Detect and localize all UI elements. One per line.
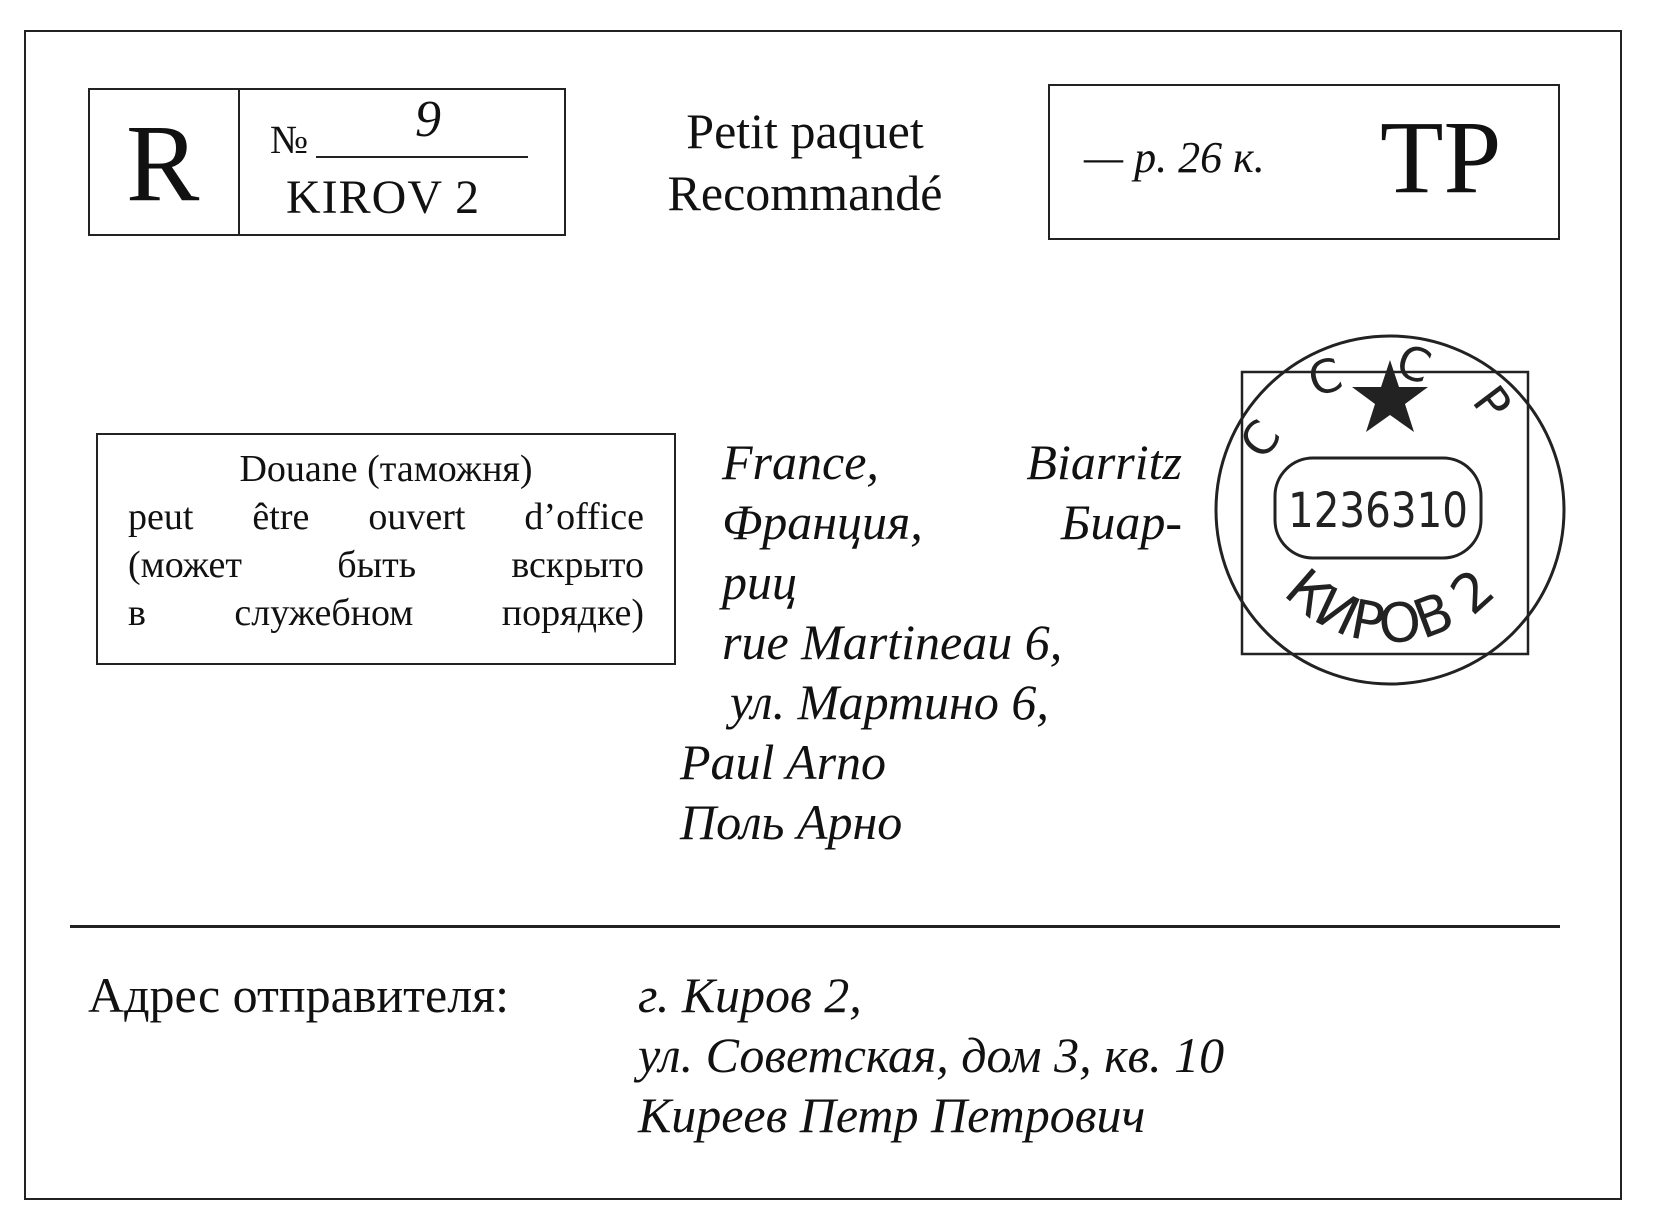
office-name: KIROV 2 (286, 171, 481, 224)
postmark-stamp (1200, 320, 1580, 700)
postage-box (1048, 84, 1560, 240)
registration-divider (238, 90, 240, 234)
recipient-line: ул. Мартино 6, (730, 674, 1049, 730)
item-type-line1: Petit paquet (686, 103, 924, 159)
number-value: 9 (415, 91, 441, 148)
sender-line: Киреев Петр Петрович (638, 1087, 1146, 1143)
postmark-date-code: 1236310 (1288, 483, 1468, 539)
item-type (640, 100, 970, 224)
number-label: № (270, 117, 309, 162)
sender-divider (70, 925, 1560, 928)
customs-line: в служебном порядке) (128, 592, 644, 634)
registration-box (88, 88, 566, 236)
recipient-line: Поль Арно (680, 794, 903, 850)
postmark-top-text: СССР (1228, 332, 1551, 469)
customs-line: peut être ouvert d’office (128, 496, 644, 538)
customs-line: Douane (таможня) (239, 448, 533, 490)
recipient-line: France, Biarritz (722, 434, 1182, 490)
sender-label: Адрес отправителя: (88, 967, 510, 1023)
recipient-line: rue Martineau 6, (722, 614, 1063, 670)
sender-address (638, 965, 1224, 1145)
number-underline (316, 156, 528, 158)
recipient-line: Франция, Биар- (722, 494, 1182, 550)
item-type-line2: Recommandé (667, 165, 943, 221)
svg-text:КИРОВ 2 (1274, 557, 1507, 657)
customs-box (96, 433, 676, 665)
postage-mark: TP (1380, 100, 1502, 215)
recipient-line: риц (722, 554, 797, 610)
sender-line: г. Киров 2, (638, 967, 862, 1023)
recipient-address (680, 432, 1182, 852)
sender-line: ул. Советская, дом 3, кв. 10 (638, 1027, 1225, 1083)
customs-line: (может быть вскрыто (128, 544, 644, 586)
postmark-bottom-text: КИРОВ 2 (1273, 556, 1507, 657)
recipient-line: Paul Arno (680, 734, 887, 790)
registration-letter: R (126, 102, 200, 224)
postage-amount: — р. 26 к. (1084, 133, 1265, 182)
